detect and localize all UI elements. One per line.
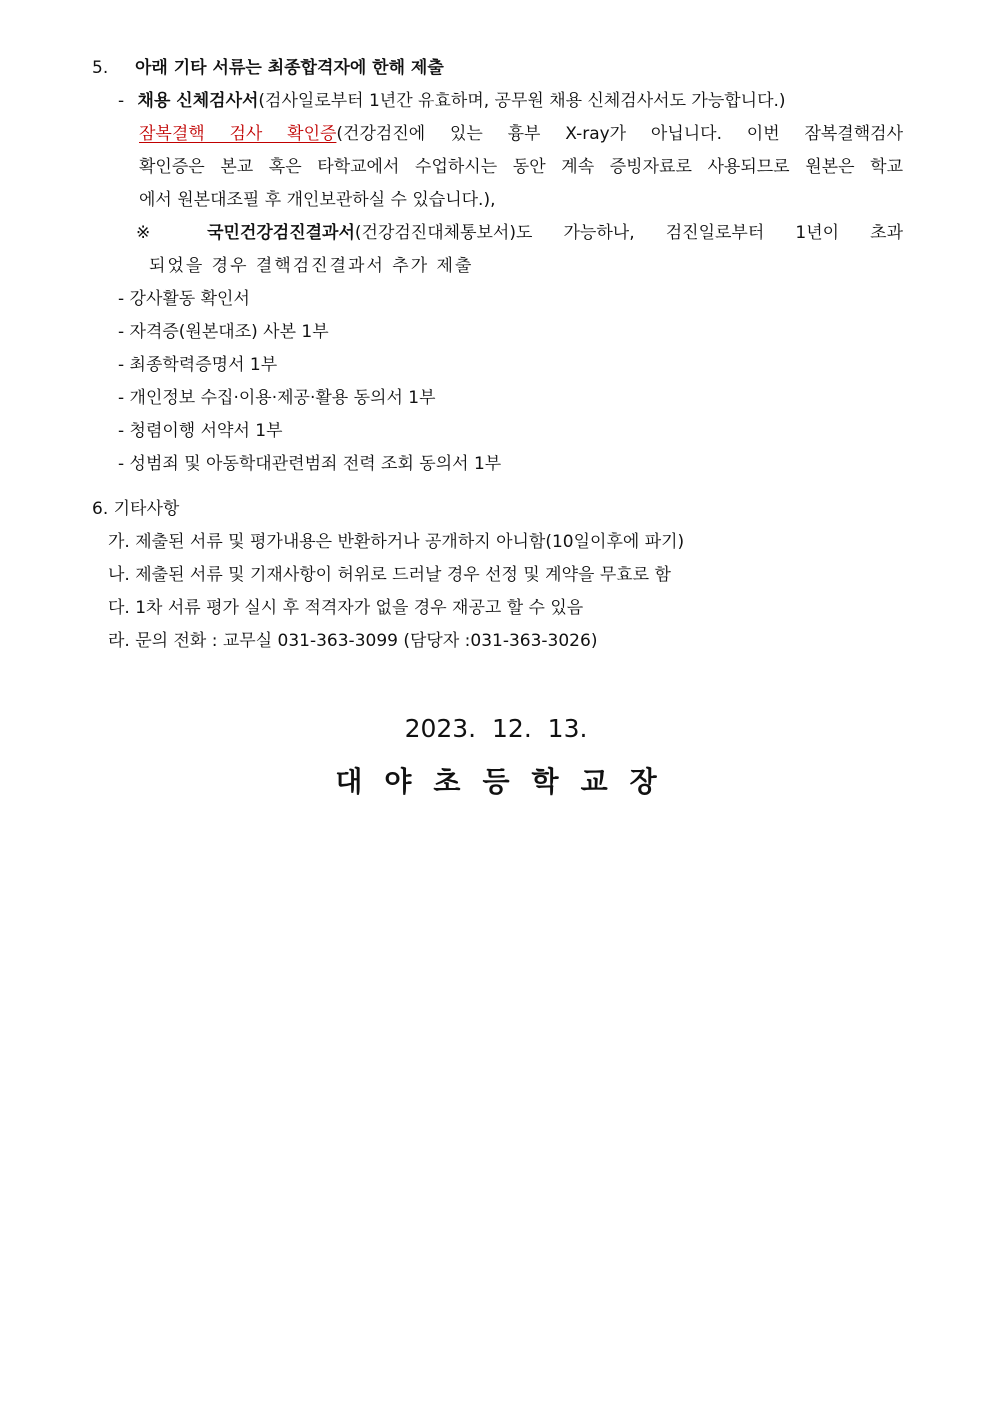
- tb-line1-rest: (건강검진에 있는 흉부 X-ray가 아닙니다. 이번 잠복결핵검사: [336, 124, 903, 144]
- note-line2: 되었을 경우 결핵검진결과서 추가 제출: [149, 256, 474, 276]
- list-item: - 강사활동 확인서: [118, 289, 250, 309]
- item1-dash: -: [118, 91, 125, 111]
- tb-line3: 에서 원본대조필 후 개인보관하실 수 있습니다.),: [139, 190, 496, 210]
- section6-heading: 6. 기타사항: [92, 499, 180, 519]
- note-mark: ※: [136, 223, 176, 243]
- item1-rest: (검사일로부터 1년간 유효하며, 공무원 채용 신체검사서도 가능합니다.): [258, 91, 786, 111]
- list-item: - 성범죄 및 아동학대관련범죄 전력 조회 동의서 1부: [118, 454, 502, 474]
- list-item: 나. 제출된 서류 및 기재사항이 허위로 드러날 경우 선정 및 계약을 무효로 함: [108, 565, 671, 585]
- list-item: - 청렴이행 서약서 1부: [118, 421, 283, 441]
- list-item: - 자격증(원본대조) 사본 1부: [118, 322, 329, 342]
- tb-red-title: 잠복결핵 검사 확인증: [139, 124, 337, 144]
- list-item: 가. 제출된 서류 및 평가내용은 반환하거나 공개하지 아니함(10일이후에 파기): [108, 532, 685, 552]
- school-principal: 대야초등학교장: [335, 765, 679, 798]
- list-item: 다. 1차 서류 평가 실시 후 적격자가 없을 경우 재공고 할 수 있음: [108, 598, 584, 618]
- tb-line2: 확인증은 본교 혹은 타학교에서 수업하시는 동안 계속 증빙자료로 사용되므로 원본은 학교: [139, 157, 903, 177]
- note-line1: [136, 222, 903, 244]
- tb-line1: [139, 123, 903, 145]
- item1-bold: 채용 신체검사서: [137, 91, 259, 111]
- note-line1-rest: (건강검진대체통보서)도 가능하나, 검진일로부터 1년이 초과: [354, 223, 903, 243]
- list-item: - 개인정보 수집·이용·제공·활용 동의서 1부: [118, 388, 436, 408]
- issue-date: 2023. 12. 13.: [404, 714, 588, 743]
- list-item: - 최종학력증명서 1부: [118, 355, 278, 375]
- section5-number: 5.: [92, 58, 109, 78]
- list-item: 라. 문의 전화 : 교무실 031-363-3099 (담당자 :031-363-3026): [108, 631, 598, 651]
- section5-heading: 아래 기타 서류는 최종합격자에 한해 제출: [135, 58, 444, 78]
- item1-line: [118, 90, 786, 112]
- note-bold: 국민건강검진결과서: [207, 223, 355, 243]
